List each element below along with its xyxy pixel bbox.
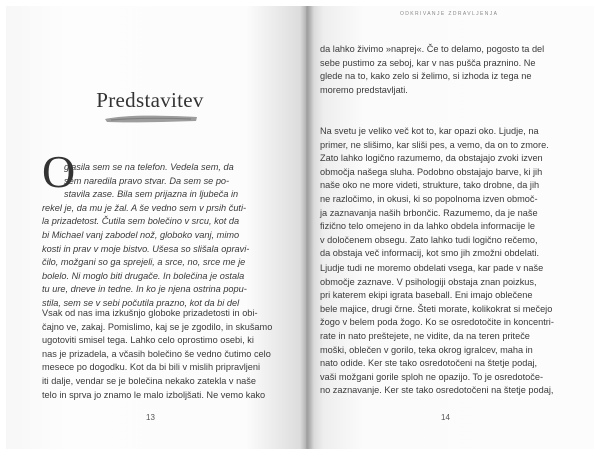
text-line: območja našega sluha. Podobno obstajajo barve, ki jih xyxy=(320,166,543,177)
text-line: ja zaznavanja naših brbončic. Razumemo, da je naše xyxy=(320,207,538,218)
text-line: rekel je, da mu je žal. A še vedno sem v prsih čuti- xyxy=(42,202,247,213)
text-line: la prizadetost. Čutila sem bolečino v srcu, kot da xyxy=(42,216,240,227)
text-line: stavila zase. Bila sem prijazna in ljubeča in xyxy=(64,189,239,200)
text-line: da lahko živimo »naprej«. Če to delamo, pogosto ta del xyxy=(320,44,545,54)
text-line: sem naredila pravo stvar. Da sem se po- xyxy=(64,175,230,186)
text-line: iti dalje, vendar se je bolečina nekako zatekla v naše xyxy=(42,375,256,386)
opening-italic-paragraph xyxy=(42,161,250,311)
text-line: moremo predstavljati. xyxy=(320,84,408,95)
text-line: moški, oblečen v gorilo, teka okrog igralcev, maha in xyxy=(320,344,533,355)
right-paragraph-3 xyxy=(320,262,554,398)
text-line: mesece po dogodku. Kot da bi bili v mislih pripravljeni xyxy=(42,362,261,373)
text-line: Vsak od nas ima izkušnjo globoke prizadetosti in obi- xyxy=(42,308,258,318)
text-line: v določenem obsegu. Zato lahko tudi logično rečemo, xyxy=(320,234,538,245)
text-line: Zato lahko logično razumemo, da obstajajo zvoki izven xyxy=(320,153,543,164)
text-line: Ljudje tudi ne moremo obdelati vsega, kar pade v naše xyxy=(320,263,544,273)
text-line: telo in sprva jo znamo le malo izboljšati. Ne vemo kako xyxy=(42,389,266,400)
text-line: no zaznavanje. Ker ste tako osredotočeni na štetje podaj, xyxy=(320,385,554,396)
text-line: območje zaznave. V psihologiji obstaja znan poizkus, xyxy=(320,276,537,287)
text-line: glede na to, kako zelo si želimo, si izhoda iz tega ne xyxy=(320,71,532,82)
text-line: rate in nato preštejete, ne vidite, da na teren priteče xyxy=(320,330,530,341)
text-line: nas je prizadela, a včasih bolečino še vedno čutimo celo xyxy=(42,348,271,359)
text-line: nato odide. Ker ste tako osredotočeni na štetje podaj, xyxy=(320,358,538,369)
chapter-title: Predstavitev xyxy=(96,88,204,112)
text-line: bele majice, drugi črne. Šteti morate, kolikokrat si mečejo xyxy=(320,303,553,314)
text-line: naše oko ne more videti, strukture, tako drobne, da jih xyxy=(320,180,540,191)
text-line: fizično telo omejeno in da lahko obdela informacije le xyxy=(320,221,536,232)
text-line: glasila sem se na telefon. Vedela sem, da xyxy=(64,162,234,172)
text-line: bi Michael vanj zabodel nož, globoko vanj, mimo xyxy=(42,229,240,240)
text-line: žogo v belem poda žogo. Ko se osredotočite in koncentri- xyxy=(320,317,554,328)
text-line: kosti in prav v moje bistvo. Ušesa so slišala opravi- xyxy=(42,243,250,254)
text-line: ugotoviti smisel tega. Lahko celo oprostimo osebi, ki xyxy=(42,335,254,346)
left-body-paragraph xyxy=(42,307,272,402)
text-line: pri katerem ekipi igrata baseball. Eni imajo oblečene xyxy=(320,290,533,301)
text-line: sebe pustimo za seboj, kar v nas pušča praznino. Ne xyxy=(320,57,536,68)
book-gutter xyxy=(300,6,314,449)
text-line: ne razločimo, in okusi, ki so popolnoma izven območ- xyxy=(320,193,538,204)
text-line: Na svetu je veliko več kot to, kar opazi oko. Ljudje, na xyxy=(320,126,539,136)
text-line: čilo, možgani so ga sprejeli, a srce, no, srce me je xyxy=(42,257,246,268)
title-underline-brush xyxy=(103,112,199,126)
running-head: ODKRIVANJE ZDRAVLJENJA xyxy=(400,11,499,17)
page-number-left: 13 xyxy=(146,413,155,422)
text-line: da obstaja več informacij, kot smo jih zmožni obdelati. xyxy=(320,248,540,259)
text-line: čajno ve, zakaj. Pomislimo, kaj se je zgodilo, in skušamo xyxy=(42,321,273,332)
text-line: bolelo. Ni moglo biti drugače. In bolečina je ostala xyxy=(42,270,245,281)
text-line: tu ure, dneve in tedne. In ko je njena ostrina popu- xyxy=(42,284,247,295)
text-line: primer, ne slišimo, kar sliši pes, a vemo, da on to zmore. xyxy=(320,139,549,150)
page-number-right: 14 xyxy=(441,413,450,422)
right-paragraph-2 xyxy=(320,125,549,261)
text-line: vaši možgani gorile sploh ne opazijo. To je osredotoče- xyxy=(320,371,544,382)
text-line: stila, sem se v sebi počutila prazno, kot da bi del xyxy=(42,297,240,308)
right-paragraph-1 xyxy=(320,43,544,97)
drop-cap: O xyxy=(42,146,76,197)
